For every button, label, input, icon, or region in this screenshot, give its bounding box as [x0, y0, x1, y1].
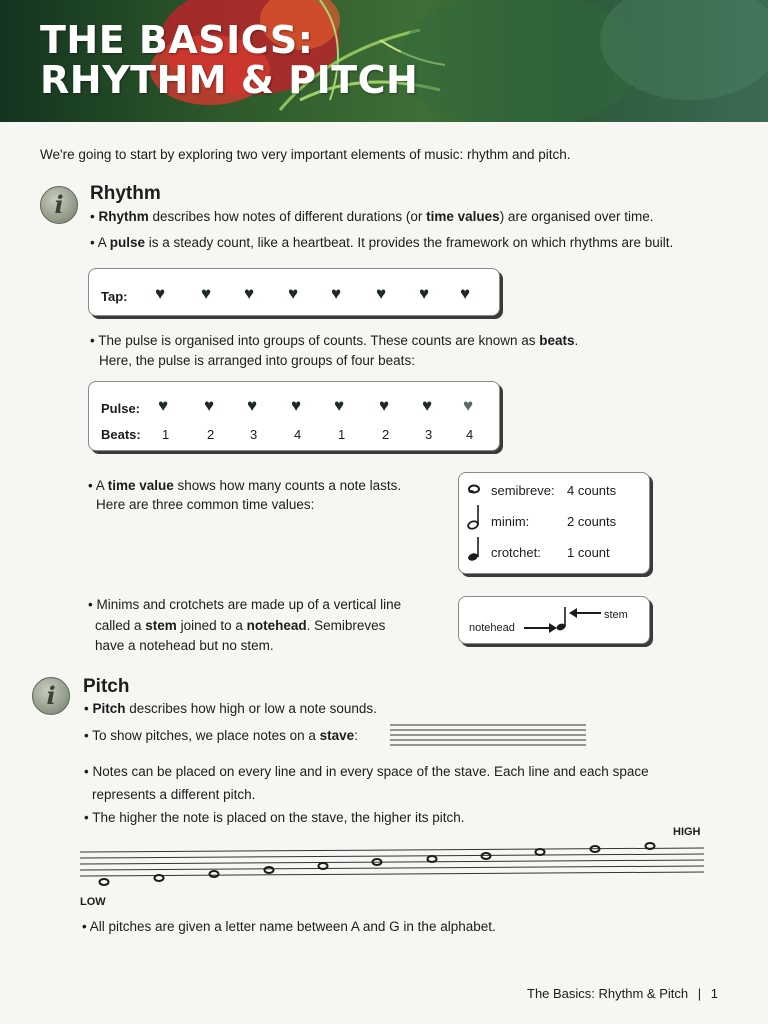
text: joined to a — [176, 618, 247, 633]
note-icon — [319, 863, 328, 869]
info-icon: i — [32, 677, 70, 715]
time-value-count: 4 counts — [567, 483, 617, 498]
rhythm-bullet-3: • The pulse is organised into groups of counts. These counts are known as beats. — [90, 333, 579, 348]
pitch-bullet-3-line2: represents a different pitch. — [92, 787, 256, 802]
pitch-heading: Pitch — [83, 676, 130, 697]
text: describes how notes of different durations (or — [148, 209, 427, 224]
text: A — [95, 478, 108, 493]
note-icon — [155, 875, 164, 881]
heart-icon: ♥ — [155, 284, 166, 303]
note-icon — [482, 853, 491, 859]
pitch-stave — [80, 840, 704, 896]
time-value-count: 2 counts — [567, 514, 617, 529]
heart-icon: ♥ — [460, 284, 471, 303]
heart-icon: ♥ — [244, 284, 255, 303]
beat-number: 2 — [382, 427, 390, 442]
heart-icon: ♥ — [201, 284, 212, 303]
page-title — [40, 20, 418, 100]
text: : — [354, 728, 358, 743]
rhythm-bullet-5-line2 — [95, 616, 385, 636]
header-banner — [0, 0, 768, 122]
rhythm-bullet-1: • Rhythm describes how notes of different durations (or time values) are organised over time. — [90, 209, 654, 224]
time-value-name: semibreve: — [491, 483, 555, 498]
page-title-line1: THE BASICS: — [40, 18, 314, 62]
bold-text: notehead — [246, 618, 307, 633]
note-icon — [100, 879, 109, 885]
heart-icon: ♥ — [334, 396, 345, 415]
page-title-line2: RHYTHM & PITCH — [40, 58, 419, 102]
rhythm-heading: Rhythm — [90, 183, 161, 204]
text: Minims and crotchets are made up of a vertical line — [96, 597, 402, 612]
note-icon — [536, 849, 545, 855]
text: Notes can be placed on every line and in every space of the stave. Each line and each space — [92, 764, 649, 779]
rhythm-bullet-5-line3: have a notehead but no stem. — [95, 638, 274, 653]
heart-icon: ♥ — [291, 396, 302, 415]
note-icon — [265, 867, 274, 873]
footer-text: The Basics: Rhythm & Pitch — [527, 986, 689, 1001]
bold-text: Rhythm — [98, 209, 149, 224]
bold-text: Pitch — [92, 701, 126, 716]
time-value-name: minim: — [491, 514, 530, 529]
pitch-bullet-5: • All pitches are given a letter name between A and G in the alphabet. — [82, 919, 496, 934]
heart-icon: ♥ — [247, 396, 258, 415]
rhythm-bullet-5: • Minims and crotchets are made up of a vertical line — [88, 597, 402, 612]
heart-icon: ♥ — [204, 396, 215, 415]
tap-label: Tap: — [101, 289, 128, 304]
text: The pulse is organised into groups of counts. These counts are known as — [98, 333, 540, 348]
note-diagram-icon — [519, 601, 609, 641]
bold-text: stave — [319, 728, 355, 743]
heart-icon: ♥ — [422, 396, 433, 415]
footer-divider: | — [697, 986, 702, 1001]
semibreve-icon: 𝅝 — [468, 478, 475, 497]
text: ) are organised over time. — [499, 209, 654, 224]
pulse-box — [88, 381, 500, 451]
stave-icon — [390, 723, 586, 747]
beat-number: 1 — [162, 427, 170, 442]
text: To show pitches, we place notes on a — [92, 728, 320, 743]
page-footer — [527, 986, 718, 1001]
crotchet-icon — [465, 535, 483, 563]
time-value-count: 1 count — [567, 545, 610, 560]
text: shows how many counts a note lasts. — [173, 478, 402, 493]
bold-text: time value — [107, 478, 174, 493]
text: describes how high or low a note sounds. — [125, 701, 377, 716]
bold-text: pulse — [109, 235, 146, 250]
beat-number: 2 — [207, 427, 215, 442]
heart-icon: ♥ — [379, 396, 390, 415]
beats-label: Beats: — [101, 427, 141, 442]
text: is a steady count, like a heartbeat. It provides the framework on which rhythms are built. — [145, 235, 674, 250]
rhythm-bullet-4: • A time value shows how many counts a note lasts. — [88, 478, 402, 493]
heart-icon: ♥ — [376, 284, 387, 303]
heart-icon: ♥ — [463, 396, 474, 415]
pulse-label: Pulse: — [101, 401, 141, 416]
text: called a — [95, 618, 146, 633]
text: All pitches are given a letter name between A and G in the alphabet. — [89, 919, 496, 934]
heart-icon: ♥ — [419, 284, 430, 303]
heart-icon: ♥ — [331, 284, 342, 303]
rhythm-bullet-2: • A pulse is a steady count, like a heartbeat. It provides the framework on which rhythms are built. — [90, 235, 674, 250]
beat-number: 4 — [466, 427, 474, 442]
stem-label: stem — [604, 609, 628, 621]
heart-icon: ♥ — [158, 396, 169, 415]
text: The higher the note is placed on the stave, the higher its pitch. — [92, 810, 465, 825]
text: . — [574, 333, 579, 348]
intro-text: We're going to start by exploring two very important elements of music: rhythm and pitch. — [40, 147, 571, 162]
notehead-label: notehead — [469, 622, 515, 634]
text: A — [97, 235, 110, 250]
pitch-bullet-4: • The higher the note is placed on the stave, the higher its pitch. — [84, 810, 465, 825]
text: . Semibreves — [306, 618, 386, 633]
beat-number: 3 — [250, 427, 258, 442]
time-value-name: crotchet: — [491, 545, 541, 560]
bold-text: stem — [145, 618, 177, 633]
bold-text: beats — [539, 333, 575, 348]
note-icon — [646, 843, 655, 849]
low-label: LOW — [80, 896, 106, 908]
beat-number: 1 — [338, 427, 346, 442]
high-label: HIGH — [673, 826, 701, 838]
beat-number: 3 — [425, 427, 433, 442]
page-number: 1 — [710, 986, 718, 1001]
semibreve-icon — [467, 481, 481, 495]
bold-text: time values — [426, 209, 500, 224]
pitch-bullet-2: • To show pitches, we place notes on a stave: — [84, 728, 358, 743]
rhythm-bullet-4-line2: Here are three common time values: — [96, 497, 315, 512]
stem-box — [458, 596, 650, 644]
pitch-bullet-3: • Notes can be placed on every line and in every space of the stave. Each line and each space — [84, 764, 649, 779]
heart-icon: ♥ — [288, 284, 299, 303]
beat-number: 4 — [294, 427, 302, 442]
time-values-box — [458, 472, 650, 574]
note-icon — [428, 856, 437, 862]
pitch-bullet-1: • Pitch describes how high or low a note sounds. — [84, 701, 377, 716]
minim-icon — [465, 503, 483, 531]
info-icon: i — [40, 186, 78, 224]
tap-box — [88, 268, 500, 316]
note-icon — [210, 871, 219, 877]
rhythm-bullet-3-line2: Here, the pulse is arranged into groups of four beats: — [99, 353, 415, 368]
